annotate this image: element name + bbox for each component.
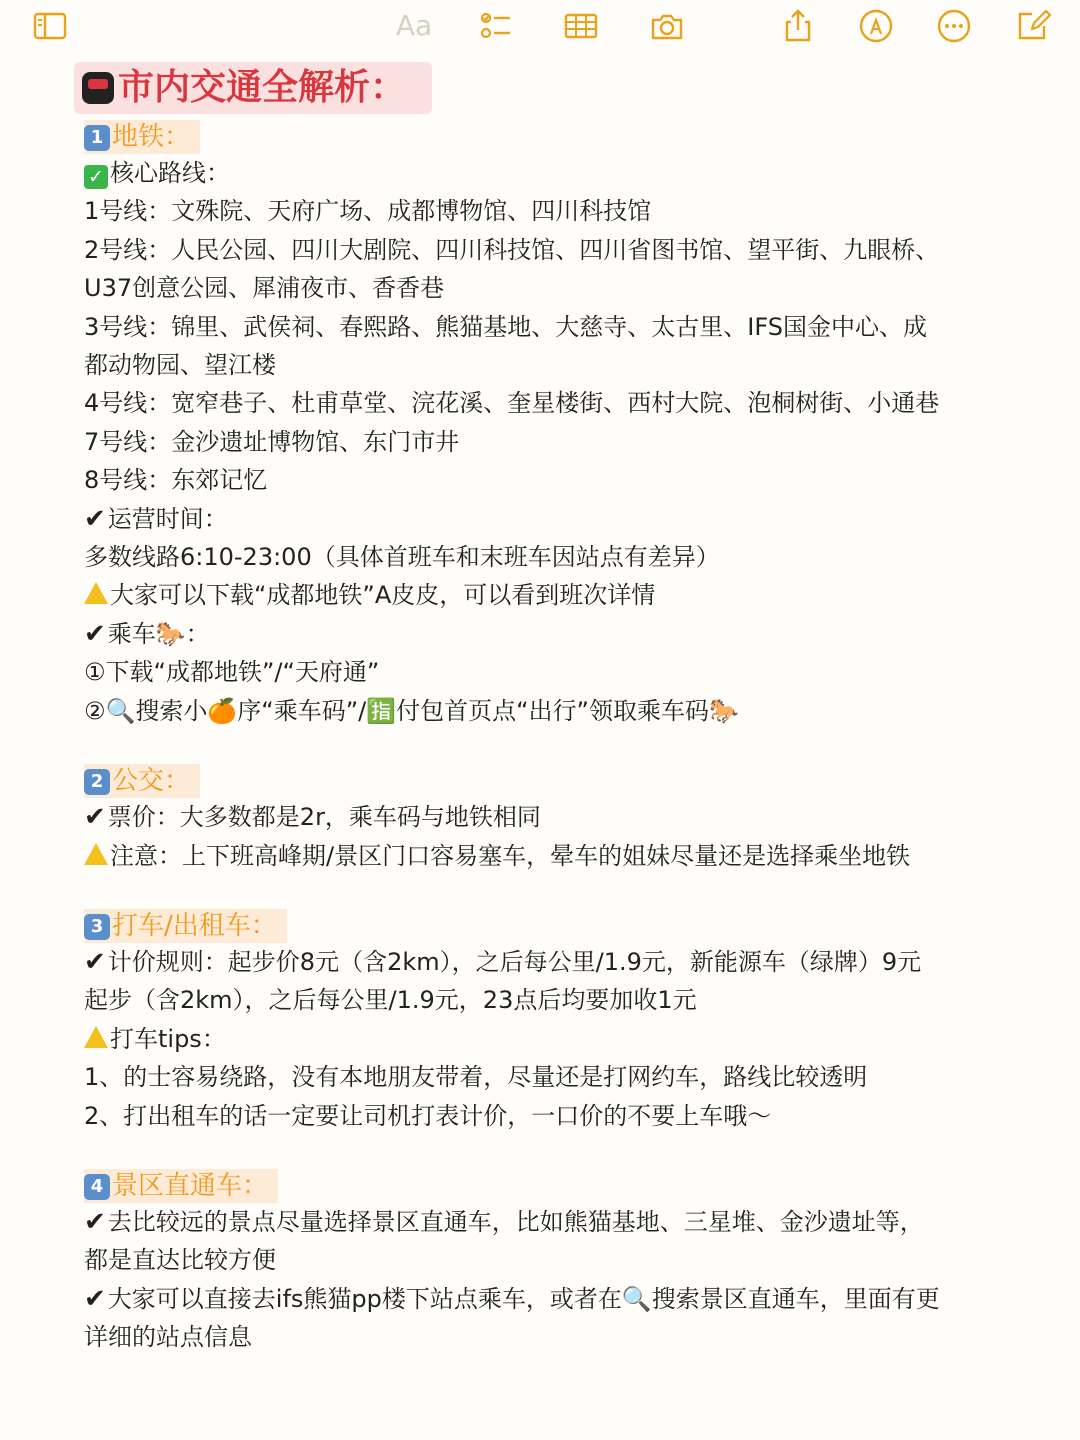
note-line-text: 详细的站点信息 (84, 1323, 252, 1352)
note-line (84, 192, 1044, 230)
check-mark-icon: ✔ (84, 503, 106, 534)
section-heading-text: 打车/出租车： (112, 910, 277, 941)
note-line (84, 1020, 1044, 1058)
section-heading-row (84, 114, 1044, 154)
note-line (84, 308, 1044, 346)
note-line-text: 都动物园、望江楼 (84, 351, 276, 380)
number-badge-icon: 2 (84, 769, 110, 795)
checklist-icon[interactable] (476, 6, 516, 46)
note-line-text: 打车tips： (110, 1024, 226, 1053)
section-heading-text: 景区直通车： (112, 1170, 269, 1201)
note-line (84, 837, 1044, 875)
note-line-text: 核心路线： (110, 159, 230, 187)
note-line (84, 1097, 1044, 1135)
notes-toolbar (0, 0, 1080, 52)
more-icon[interactable] (934, 6, 974, 46)
note-line (84, 154, 1044, 192)
note-line-text: 都是直达比较方便 (84, 1246, 276, 1275)
check-mark-icon: ✔ (84, 1283, 106, 1314)
note-line-text: ①下载“成都地铁”/“天府通” (84, 658, 380, 687)
paragraph-gap (84, 875, 1044, 903)
note-line-text: 8号线：东郊记忆 (84, 466, 268, 495)
warning-icon (84, 582, 108, 604)
note-line (84, 423, 1044, 461)
paragraph-gap (84, 1135, 1044, 1163)
note-line (84, 1280, 1044, 1318)
note-line (84, 653, 1044, 691)
note-line (84, 576, 1044, 614)
section-heading-row (84, 1163, 1044, 1203)
note-line-text: 7号线：金沙遗址博物馆、东门市井 (84, 427, 460, 456)
note-line (84, 943, 1044, 981)
text-format-button[interactable]: Aa (395, 9, 433, 42)
note-line-text: 大家可以直接去ifs熊猫pp楼下站点乘车，或者在🔍搜索景区直通车，里面有更 (107, 1284, 940, 1313)
note-line-text: 去比较远的景点尽量选择景区直通车，比如熊猫基地、三星堆、金沙遗址等， (107, 1207, 924, 1236)
note-line (84, 269, 1044, 307)
note-line-text: 2、打出租车的话一定要让司机打表计价，一口价的不要上车哦～ (84, 1101, 772, 1130)
note-line-text: 大家可以下载“成都地铁”A皮皮，可以看到班次详情 (110, 581, 656, 610)
camera-icon[interactable] (647, 6, 687, 46)
note-line-text: 2号线：人民公园、四川大剧院、四川科技馆、四川省图书馆、望平街、九眼桥、 (84, 235, 940, 264)
note-line (84, 1203, 1044, 1241)
note-sections (84, 114, 1044, 1357)
note-line (84, 692, 1044, 730)
note-line (84, 461, 1044, 499)
number-badge-icon: 1 (84, 125, 110, 151)
warning-icon (84, 843, 108, 865)
note-body[interactable] (84, 62, 1044, 1357)
note-line (84, 538, 1044, 576)
note-line (84, 1241, 1044, 1279)
check-mark-button-icon: ✓ (84, 165, 108, 189)
note-line-text: 1、的士容易绕路，没有本地朋友带着，尽量还是打网约车，路线比较透明 (84, 1063, 868, 1092)
section-heading-text: 公交： (112, 766, 191, 797)
section-heading-text: 地铁： (112, 122, 191, 152)
note-line (84, 1318, 1044, 1356)
note-line-text: 乘车🐎： (107, 619, 210, 648)
section-heading (84, 120, 200, 154)
section-heading (84, 1169, 278, 1203)
paragraph-gap (84, 730, 1044, 758)
share-icon[interactable] (778, 6, 818, 46)
sidebar-icon[interactable] (30, 6, 70, 46)
note-line-text: 多数线路6:10-23:00（具体首班车和末班车因站点有差异） (84, 543, 720, 572)
table-icon[interactable] (561, 6, 601, 46)
number-badge-icon: 4 (84, 1174, 110, 1200)
metro-icon (82, 72, 114, 104)
note-line-text: 注意：上下班高峰期/景区门口容易塞车，晕车的姐妹尽量还是选择乘坐地铁 (110, 841, 911, 870)
note-line (84, 981, 1044, 1019)
note-line (84, 500, 1044, 538)
number-badge-icon: 3 (84, 914, 110, 940)
section-heading-row (84, 903, 1044, 943)
note-line-text: 1号线：文殊院、天府广场、成都博物馆、四川科技馆 (84, 197, 652, 226)
section-heading (84, 909, 287, 943)
note-line (84, 798, 1044, 836)
compose-icon[interactable] (1014, 6, 1054, 46)
check-mark-icon: ✔ (84, 1206, 106, 1237)
note-line-text: 计价规则：起步价8元（含2km），之后每公里/1.9元，新能源车（绿牌）9元 (107, 947, 922, 976)
markup-icon[interactable] (856, 6, 896, 46)
note-line-text: 起步（含2km），之后每公里/1.9元，23点后均要加收1元 (84, 986, 697, 1015)
check-mark-icon: ✔ (84, 802, 106, 833)
note-line (84, 346, 1044, 384)
note-line-text: ②🔍搜索小🍊序“乘车码”/🈯付包首页点“出行”领取乘车码🐎 (84, 696, 739, 725)
note-line-text: 票价：大多数都是2r，乘车码与地铁相同 (107, 803, 541, 832)
check-mark-icon: ✔ (84, 946, 106, 977)
note-line-text: U37创意公园、犀浦夜市、香香巷 (84, 274, 445, 303)
warning-icon (84, 1026, 108, 1048)
note-title-highlight (74, 62, 432, 114)
check-mark-icon: ✔ (84, 618, 106, 649)
section-heading (84, 764, 200, 798)
note-line-text: 4号线：宽窄巷子、杜甫草堂、浣花溪、奎星楼街、西村大院、泡桐树街、小通巷 (84, 389, 940, 418)
note-line-text: 运营时间： (107, 504, 228, 533)
section-heading-row (84, 758, 1044, 798)
note-line (84, 1058, 1044, 1096)
note-line-text: 3号线：锦里、武侯祠、春熙路、熊猫基地、大慈寺、太古里、IFS国金中心、成 (84, 312, 927, 341)
note-line (84, 384, 1044, 422)
note-title: 市内交通全解析： (118, 67, 407, 108)
note-line (84, 231, 1044, 269)
note-line (84, 615, 1044, 653)
